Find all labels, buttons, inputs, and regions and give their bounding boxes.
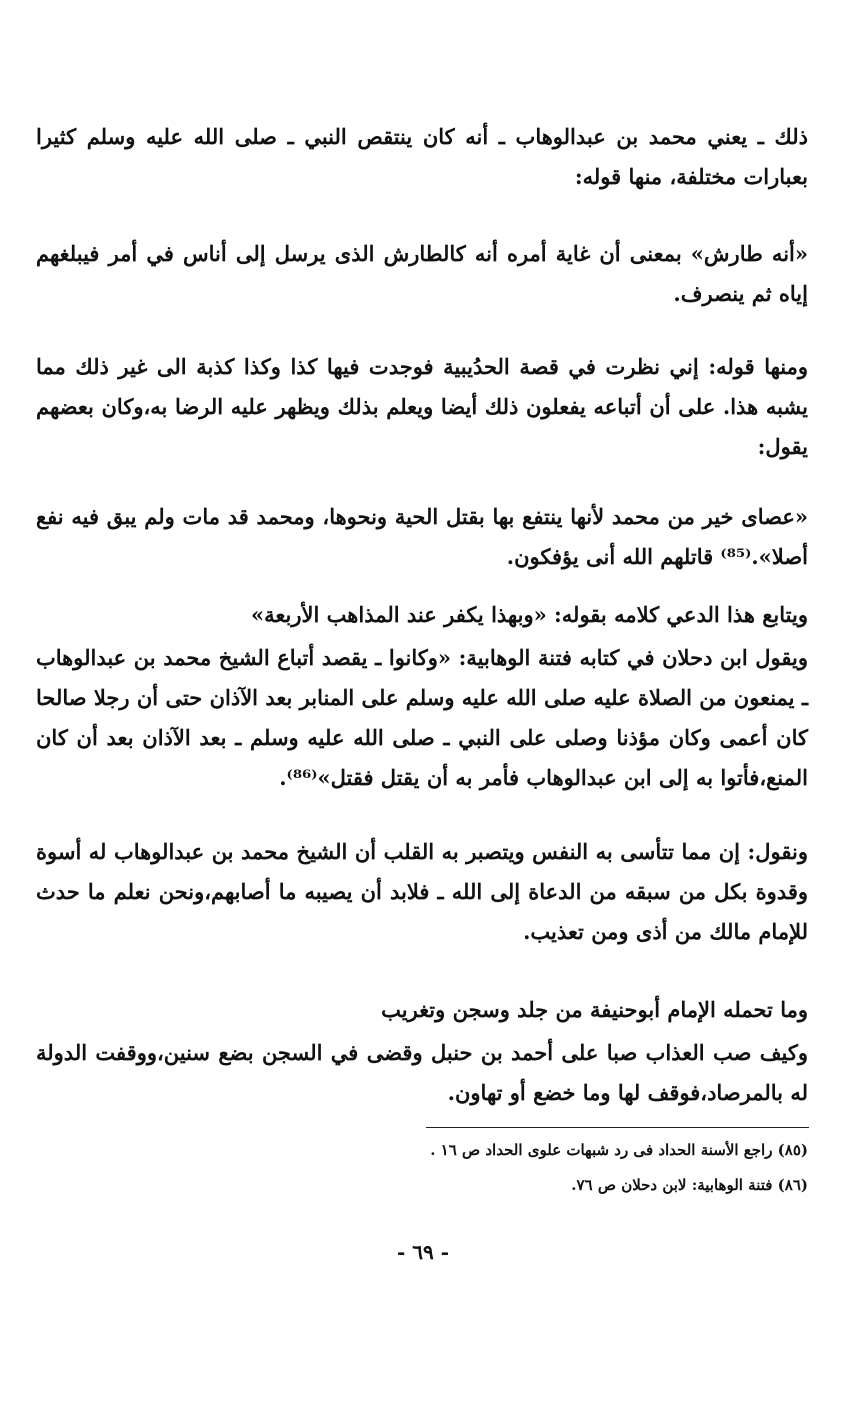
paragraph-7 — [36, 832, 808, 952]
paragraph-8 — [36, 990, 808, 1030]
paragraph-2-text: «أنه طارش» بمعنى أن غاية أمره أنه كالطارش الذى يرسل إلى أناس في أمر فيبلغهم إياه ثم ينصرف. — [36, 241, 808, 306]
footnote-separator — [426, 1127, 809, 1128]
quote-paragraph — [36, 497, 808, 577]
paragraph-6 — [36, 638, 808, 798]
paragraph-1 — [36, 117, 808, 197]
paragraph-1-text: ذلك ـ يعني محمد بن عبدالوهاب ـ أنه كان ينتقص النبي ـ صلى الله عليه وسلم كثيرا بعبارات مختلفة، منها قوله: — [36, 124, 808, 189]
quote-paragraph-text: «عصاى خير من محمد لأنها ينتفع بها بقتل الحية ونحوها، ومحمد قد مات ولم يبق فيه نفع أصلا».⁽⁸⁵⁾ قاتلهم الله أنى يؤفكون. — [36, 504, 808, 569]
footnote-85-text: (٨٥) راجع الأسنة الحداد فى رد شبهات علوى الحداد ص ١٦ . — [430, 1141, 808, 1159]
paragraph-3-text: ومنها قوله: إني نظرت في قصة الحدُيبية فوجدت فيها كذا وكذا كذبة الى غير ذلك مما يشبه هذا. على أن أتباعه يفعلون ذلك أيضا ويعلم بذلك ويظهر عليه الرضا به،وكان بعضهم يقول: — [36, 354, 808, 459]
paragraph-2 — [36, 234, 808, 314]
page-number: - ٦٩ - — [396, 1240, 449, 1264]
footnote-86-text: (٨٦) فتنة الوهابية: لابن دحلان ص ٧٦. — [571, 1176, 808, 1194]
footnote-86 — [36, 1173, 808, 1197]
paragraph-5-text: ويتابع هذا الدعي كلامه بقوله: «وبهذا يكفر عند المذاهب الأربعة» — [251, 602, 808, 627]
paragraph-6-text: ويقول ابن دحلان في كتابه فتنة الوهابية: «وكانوا ـ يقصد أتباع الشيخ محمد بن عبدالوهاب ـ يمنعون من الصلاة عليه صلى الله عليه وسلم على المنابر بعد الآذان حتى أن رجلا صالحا كان أعمى وكان مؤذنا وصلى على النبي ـ صلى الله عليه وسلم ـ بعد الآذان بعد أن كان المنع،فأتوا به إلى ابن عبدالوهاب فأمر به أن يقتل فقتل»⁽⁸⁶⁾. — [36, 645, 808, 790]
paragraph-5 — [36, 595, 808, 635]
paragraph-9 — [36, 1033, 808, 1113]
paragraph-3 — [36, 347, 808, 467]
paragraph-7-text: ونقول: إن مما تتأسى به النفس ويتصبر به القلب أن الشيخ محمد بن عبدالوهاب له أسوة وقدوة بكل من سبقه من الدعاة إلى الله ـ فلابد أن يصيبه ما أصابهم،ونحن نعلم ما حدث للإمام مالك من أذى ومن تعذيب. — [36, 839, 808, 944]
paragraph-9-text: وكيف صب العذاب صبا على أحمد بن حنبل وقضى في السجن بضع سنين،ووقفت الدولة له بالمرصاد،فوقف لها وما خضع أو تهاون. — [36, 1040, 808, 1105]
paragraph-8-text: وما تحمله الإمام أبوحنيفة من جلد وسجن وتغريب — [381, 997, 808, 1022]
footnote-85 — [36, 1138, 808, 1162]
